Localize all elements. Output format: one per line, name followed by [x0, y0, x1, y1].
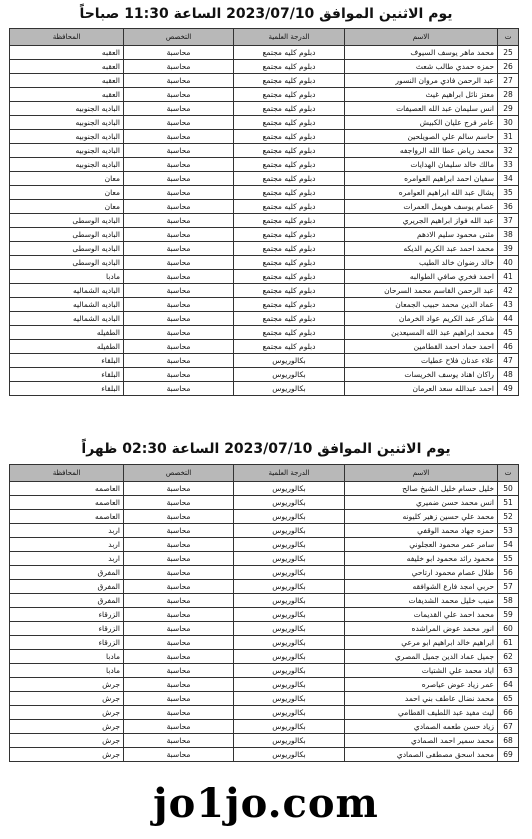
cell-specialty: محاسبة	[124, 622, 234, 636]
cell-governorate: الباديه الوسطى	[10, 228, 124, 242]
table-row	[10, 116, 519, 130]
col-header-name: الاسم	[345, 29, 498, 46]
cell-num: 50	[498, 482, 519, 496]
cell-degree: بكالوريوس	[234, 664, 345, 678]
cell-degree: بكالوريوس	[234, 580, 345, 594]
cell-name: حمزه حمدي طالب شعث	[345, 60, 498, 74]
cell-num: 62	[498, 650, 519, 664]
cell-degree: دبلوم كليه مجتمع	[234, 158, 345, 172]
cell-degree: بكالوريوس	[234, 538, 345, 552]
cell-num: 41	[498, 270, 519, 284]
cell-num: 42	[498, 284, 519, 298]
cell-specialty: محاسبة	[124, 496, 234, 510]
cell-governorate: المفرق	[10, 594, 124, 608]
cell-degree: دبلوم كليه مجتمع	[234, 214, 345, 228]
cell-num: 25	[498, 46, 519, 60]
cell-specialty: محاسبة	[124, 510, 234, 524]
table-row	[10, 172, 519, 186]
table-row	[10, 748, 519, 762]
cell-specialty: محاسبة	[124, 270, 234, 284]
cell-governorate: جرش	[10, 720, 124, 734]
site-watermark: jo1jo.com	[153, 780, 379, 827]
cell-num: 43	[498, 298, 519, 312]
cell-specialty: محاسبة	[124, 298, 234, 312]
table-row	[10, 200, 519, 214]
cell-num: 28	[498, 88, 519, 102]
cell-degree: دبلوم كليه مجتمع	[234, 312, 345, 326]
cell-name: راكان اهناد يوسف الخريسات	[345, 368, 498, 382]
cell-governorate: العقبه	[10, 60, 124, 74]
cell-specialty: محاسبة	[124, 678, 234, 692]
cell-governorate: الباديه الوسطى	[10, 214, 124, 228]
table-row	[10, 340, 519, 354]
table-row	[10, 228, 519, 242]
cell-specialty: محاسبة	[124, 200, 234, 214]
table-row	[10, 298, 519, 312]
cell-degree: دبلوم كليه مجتمع	[234, 130, 345, 144]
cell-governorate: مادبا	[10, 270, 124, 284]
cell-governorate: العاصمه	[10, 482, 124, 496]
cell-degree: دبلوم كليه مجتمع	[234, 60, 345, 74]
cell-degree: دبلوم كليه مجتمع	[234, 270, 345, 284]
cell-degree: دبلوم كليه مجتمع	[234, 144, 345, 158]
cell-degree: دبلوم كليه مجتمع	[234, 74, 345, 88]
cell-specialty: محاسبة	[124, 256, 234, 270]
col-header-governorate: المحافظة	[10, 465, 124, 482]
cell-degree: دبلوم كليه مجتمع	[234, 298, 345, 312]
table-row	[10, 382, 519, 396]
cell-num: 53	[498, 524, 519, 538]
cell-specialty: محاسبة	[124, 734, 234, 748]
cell-num: 60	[498, 622, 519, 636]
table-row	[10, 242, 519, 256]
cell-governorate: الباديه الجنوبيه	[10, 102, 124, 116]
cell-degree: بكالوريوس	[234, 594, 345, 608]
cell-name: محمد علي حسين زهير كليونه	[345, 510, 498, 524]
cell-num: 66	[498, 706, 519, 720]
cell-governorate: مادبا	[10, 650, 124, 664]
cell-specialty: محاسبة	[124, 566, 234, 580]
cell-governorate: الباديه الشماليه	[10, 284, 124, 298]
cell-name: عماد الدين محمد حبيب الجمعان	[345, 298, 498, 312]
cell-num: 31	[498, 130, 519, 144]
cell-degree: دبلوم كليه مجتمع	[234, 284, 345, 298]
cell-specialty: محاسبة	[124, 720, 234, 734]
table-row	[10, 256, 519, 270]
table-row	[10, 664, 519, 678]
cell-governorate: جرش	[10, 734, 124, 748]
table-row	[10, 74, 519, 88]
table-row	[10, 102, 519, 116]
cell-num: 40	[498, 256, 519, 270]
cell-degree: بكالوريوس	[234, 650, 345, 664]
cell-name: انس سليمان عبد الله العصيفات	[345, 102, 498, 116]
cell-governorate: الباديه الوسطى	[10, 256, 124, 270]
cell-name: يشال عبد الله ابراهيم العوامره	[345, 186, 498, 200]
table-row	[10, 594, 519, 608]
cell-governorate: مادبا	[10, 664, 124, 678]
cell-name: محمد رياض عطا الله الرواجفه	[345, 144, 498, 158]
cell-specialty: محاسبة	[124, 692, 234, 706]
cell-num: 68	[498, 734, 519, 748]
cell-governorate: الباديه الجنوبيه	[10, 116, 124, 130]
cell-specialty: محاسبة	[124, 706, 234, 720]
cell-num: 37	[498, 214, 519, 228]
cell-governorate: العاصمه	[10, 510, 124, 524]
cell-degree: بكالوريوس	[234, 524, 345, 538]
table-row	[10, 650, 519, 664]
cell-num: 45	[498, 326, 519, 340]
cell-degree: دبلوم كليه مجتمع	[234, 228, 345, 242]
cell-degree: بكالوريوس	[234, 734, 345, 748]
table-row	[10, 214, 519, 228]
session1-heading: يوم الاثنين الموافق 2023/07/10 الساعة 11:30 صباحاً	[79, 6, 453, 22]
table-row	[10, 622, 519, 636]
cell-specialty: محاسبة	[124, 144, 234, 158]
table-row	[10, 284, 519, 298]
cell-governorate: اربد	[10, 538, 124, 552]
cell-num: 29	[498, 102, 519, 116]
cell-specialty: محاسبة	[124, 368, 234, 382]
cell-name: سامر عمر محمود العجلوني	[345, 538, 498, 552]
cell-num: 36	[498, 200, 519, 214]
cell-specialty: محاسبة	[124, 594, 234, 608]
cell-degree: بكالوريوس	[234, 608, 345, 622]
cell-specialty: محاسبة	[124, 116, 234, 130]
cell-specialty: محاسبة	[124, 228, 234, 242]
cell-degree: بكالوريوس	[234, 720, 345, 734]
cell-name: زياد حسن طعمه الصمادي	[345, 720, 498, 734]
cell-name: انور محمد عوض المراشده	[345, 622, 498, 636]
cell-num: 35	[498, 186, 519, 200]
cell-degree: دبلوم كليه مجتمع	[234, 116, 345, 130]
cell-name: احمد عبدالله سعد العرمان	[345, 382, 498, 396]
cell-specialty: محاسبة	[124, 88, 234, 102]
cell-specialty: محاسبة	[124, 74, 234, 88]
cell-num: 39	[498, 242, 519, 256]
cell-governorate: البلقاء	[10, 382, 124, 396]
cell-governorate: البلقاء	[10, 354, 124, 368]
cell-governorate: المفرق	[10, 580, 124, 594]
session1-table	[9, 28, 519, 396]
cell-degree: بكالوريوس	[234, 368, 345, 382]
table-row	[10, 566, 519, 580]
cell-name: اياد محمد علي الشتيات	[345, 664, 498, 678]
cell-governorate: اربد	[10, 552, 124, 566]
cell-specialty: محاسبة	[124, 60, 234, 74]
cell-num: 52	[498, 510, 519, 524]
cell-name: محمود رائد محمود ابو خليفه	[345, 552, 498, 566]
table-row	[10, 60, 519, 74]
cell-governorate: الباديه الشماليه	[10, 298, 124, 312]
cell-specialty: محاسبة	[124, 312, 234, 326]
table-header-row	[10, 465, 519, 482]
cell-name: سفيان احمد ابراهيم العوامره	[345, 172, 498, 186]
cell-governorate: الباديه الجنوبيه	[10, 158, 124, 172]
session2-table	[9, 464, 519, 762]
table-row	[10, 482, 519, 496]
cell-governorate: الزرقاء	[10, 636, 124, 650]
table-row	[10, 720, 519, 734]
cell-specialty: محاسبة	[124, 326, 234, 340]
cell-name: معتز نائل ابراهيم غيث	[345, 88, 498, 102]
cell-governorate: اربد	[10, 524, 124, 538]
cell-num: 38	[498, 228, 519, 242]
cell-governorate: معان	[10, 200, 124, 214]
cell-name: مالك خالد سليمان الهدايات	[345, 158, 498, 172]
table-row	[10, 692, 519, 706]
cell-num: 49	[498, 382, 519, 396]
table-row	[10, 608, 519, 622]
cell-specialty: محاسبة	[124, 608, 234, 622]
cell-governorate: معان	[10, 186, 124, 200]
cell-name: ابراهيم خالد ابراهيم ابو مرعي	[345, 636, 498, 650]
cell-num: 59	[498, 608, 519, 622]
table-row	[10, 312, 519, 326]
cell-name: عبد الرحمن القاسم محمد السرحان	[345, 284, 498, 298]
cell-name: حمزه جهاد محمد الوقفي	[345, 524, 498, 538]
cell-name: انس محمد حسن ضميري	[345, 496, 498, 510]
cell-name: حاسم سالم علي الصويلحين	[345, 130, 498, 144]
cell-num: 54	[498, 538, 519, 552]
table-row	[10, 678, 519, 692]
cell-governorate: العقبه	[10, 46, 124, 60]
cell-governorate: العاصمه	[10, 496, 124, 510]
cell-specialty: محاسبة	[124, 46, 234, 60]
cell-specialty: محاسبة	[124, 172, 234, 186]
cell-num: 27	[498, 74, 519, 88]
cell-governorate: معان	[10, 172, 124, 186]
table-row	[10, 636, 519, 650]
cell-governorate: الزرقاء	[10, 608, 124, 622]
table-row	[10, 552, 519, 566]
cell-name: خالد رضوان خالد الطيب	[345, 256, 498, 270]
cell-degree: دبلوم كليه مجتمع	[234, 340, 345, 354]
cell-num: 61	[498, 636, 519, 650]
cell-num: 57	[498, 580, 519, 594]
cell-governorate: جرش	[10, 748, 124, 762]
cell-name: عامر فرج عليان الكبيش	[345, 116, 498, 130]
cell-num: 67	[498, 720, 519, 734]
cell-specialty: محاسبة	[124, 242, 234, 256]
cell-degree: بكالوريوس	[234, 482, 345, 496]
table-row	[10, 510, 519, 524]
table-row	[10, 186, 519, 200]
cell-name: عبد الرحمن فادي مروان النسور	[345, 74, 498, 88]
cell-governorate: المفرق	[10, 566, 124, 580]
cell-name: شاكر عبد الكريم عواد الخرمان	[345, 312, 498, 326]
cell-name: عصام يوسف هويمل العمرات	[345, 200, 498, 214]
cell-num: 63	[498, 664, 519, 678]
cell-governorate: جرش	[10, 678, 124, 692]
cell-name: مثنى محمود سليم الادهم	[345, 228, 498, 242]
cell-degree: بكالوريوس	[234, 692, 345, 706]
cell-num: 26	[498, 60, 519, 74]
cell-governorate: الزرقاء	[10, 622, 124, 636]
table-row	[10, 496, 519, 510]
cell-governorate: الباديه الشماليه	[10, 312, 124, 326]
table-row	[10, 580, 519, 594]
cell-name: محمد احمد عبد الكريم الديكه	[345, 242, 498, 256]
table-row	[10, 46, 519, 60]
cell-num: 56	[498, 566, 519, 580]
cell-governorate: الباديه الجنوبيه	[10, 130, 124, 144]
cell-num: 33	[498, 158, 519, 172]
table-row	[10, 368, 519, 382]
session2-rows	[10, 482, 519, 762]
cell-specialty: محاسبة	[124, 214, 234, 228]
cell-specialty: محاسبة	[124, 524, 234, 538]
cell-num: 69	[498, 748, 519, 762]
col-header-name: الاسم	[345, 465, 498, 482]
cell-num: 51	[498, 496, 519, 510]
cell-specialty: محاسبة	[124, 482, 234, 496]
cell-num: 44	[498, 312, 519, 326]
cell-degree: بكالوريوس	[234, 706, 345, 720]
cell-governorate: الباديه الجنوبيه	[10, 144, 124, 158]
cell-specialty: محاسبة	[124, 552, 234, 566]
cell-num: 46	[498, 340, 519, 354]
cell-degree: دبلوم كليه مجتمع	[234, 172, 345, 186]
cell-degree: دبلوم كليه مجتمع	[234, 256, 345, 270]
cell-name: ليث مفيد عبد اللطيف القطامي	[345, 706, 498, 720]
table-row	[10, 354, 519, 368]
cell-name: محمد ابراهيم عبد الله المسيعدين	[345, 326, 498, 340]
cell-name: محمد ماهر يوسف السيوف	[345, 46, 498, 60]
cell-degree: دبلوم كليه مجتمع	[234, 102, 345, 116]
cell-specialty: محاسبة	[124, 664, 234, 678]
session1-rows	[10, 46, 519, 396]
cell-name: احمد فخري صافي الطوالبه	[345, 270, 498, 284]
cell-num: 64	[498, 678, 519, 692]
table-row	[10, 524, 519, 538]
cell-governorate: الطفيله	[10, 340, 124, 354]
col-header-num: ت	[498, 29, 519, 46]
cell-degree: بكالوريوس	[234, 354, 345, 368]
cell-specialty: محاسبة	[124, 538, 234, 552]
cell-governorate: الطفيله	[10, 326, 124, 340]
cell-governorate: جرش	[10, 706, 124, 720]
cell-degree: بكالوريوس	[234, 636, 345, 650]
cell-num: 47	[498, 354, 519, 368]
cell-name: محمد نضال عاطف بني احمد	[345, 692, 498, 706]
cell-num: 48	[498, 368, 519, 382]
table-header-row	[10, 29, 519, 46]
cell-num: 34	[498, 172, 519, 186]
cell-specialty: محاسبة	[124, 354, 234, 368]
cell-name: احمد حماد احمد القطامين	[345, 340, 498, 354]
cell-specialty: محاسبة	[124, 636, 234, 650]
table-row	[10, 270, 519, 284]
cell-specialty: محاسبة	[124, 650, 234, 664]
table-row	[10, 158, 519, 172]
cell-name: خليل حسام خليل الشيخ صالح	[345, 482, 498, 496]
cell-degree: دبلوم كليه مجتمع	[234, 242, 345, 256]
cell-num: 58	[498, 594, 519, 608]
cell-specialty: محاسبة	[124, 580, 234, 594]
col-header-degree: الدرجة العلمية	[234, 29, 345, 46]
cell-governorate: جرش	[10, 692, 124, 706]
cell-name: حربي امجد فارع الشوافقه	[345, 580, 498, 594]
cell-num: 30	[498, 116, 519, 130]
cell-name: طلال عصام محمود ارتاحي	[345, 566, 498, 580]
table-row	[10, 706, 519, 720]
col-header-specialty: التخصص	[124, 465, 234, 482]
cell-num: 32	[498, 144, 519, 158]
session2-heading: يوم الاثنين الموافق 2023/07/10 الساعة 02:30 ظهراً	[81, 441, 451, 457]
cell-name: جميل عماد الدين جميل المصري	[345, 650, 498, 664]
table-row	[10, 326, 519, 340]
cell-specialty: محاسبة	[124, 748, 234, 762]
cell-governorate: البلقاء	[10, 368, 124, 382]
cell-specialty: محاسبة	[124, 102, 234, 116]
cell-degree: بكالوريوس	[234, 552, 345, 566]
col-header-specialty: التخصص	[124, 29, 234, 46]
cell-degree: دبلوم كليه مجتمع	[234, 200, 345, 214]
cell-specialty: محاسبة	[124, 382, 234, 396]
cell-degree: بكالوريوس	[234, 510, 345, 524]
cell-specialty: محاسبة	[124, 340, 234, 354]
cell-num: 65	[498, 692, 519, 706]
cell-degree: دبلوم كليه مجتمع	[234, 326, 345, 340]
cell-name: منيب خليل محمد الشديفات	[345, 594, 498, 608]
cell-degree: بكالوريوس	[234, 496, 345, 510]
col-header-degree: الدرجة العلمية	[234, 465, 345, 482]
col-header-governorate: المحافظة	[10, 29, 124, 46]
table-row	[10, 538, 519, 552]
table-row	[10, 88, 519, 102]
table-row	[10, 734, 519, 748]
col-header-num: ت	[498, 465, 519, 482]
cell-specialty: محاسبة	[124, 158, 234, 172]
cell-specialty: محاسبة	[124, 284, 234, 298]
cell-name: محمد اسحق مصطفى الصمادي	[345, 748, 498, 762]
cell-name: عمر زياد عوض عياصره	[345, 678, 498, 692]
cell-governorate: العقبه	[10, 88, 124, 102]
cell-degree: بكالوريوس	[234, 622, 345, 636]
cell-degree: بكالوريوس	[234, 566, 345, 580]
cell-num: 55	[498, 552, 519, 566]
cell-specialty: محاسبة	[124, 130, 234, 144]
cell-governorate: العقبه	[10, 74, 124, 88]
table-row	[10, 130, 519, 144]
cell-name: علاء عدنان فلاح عطيات	[345, 354, 498, 368]
cell-name: عبد الله فواز ابراهيم الجريري	[345, 214, 498, 228]
cell-degree: دبلوم كليه مجتمع	[234, 186, 345, 200]
cell-specialty: محاسبة	[124, 186, 234, 200]
cell-degree: دبلوم كليه مجتمع	[234, 88, 345, 102]
cell-name: محمد احمد علي القديمات	[345, 608, 498, 622]
cell-degree: بكالوريوس	[234, 748, 345, 762]
cell-name: محمد سمير احمد الصمادي	[345, 734, 498, 748]
table-row	[10, 144, 519, 158]
cell-degree: دبلوم كليه مجتمع	[234, 46, 345, 60]
cell-governorate: الباديه الوسطى	[10, 242, 124, 256]
cell-degree: بكالوريوس	[234, 678, 345, 692]
cell-degree: بكالوريوس	[234, 382, 345, 396]
